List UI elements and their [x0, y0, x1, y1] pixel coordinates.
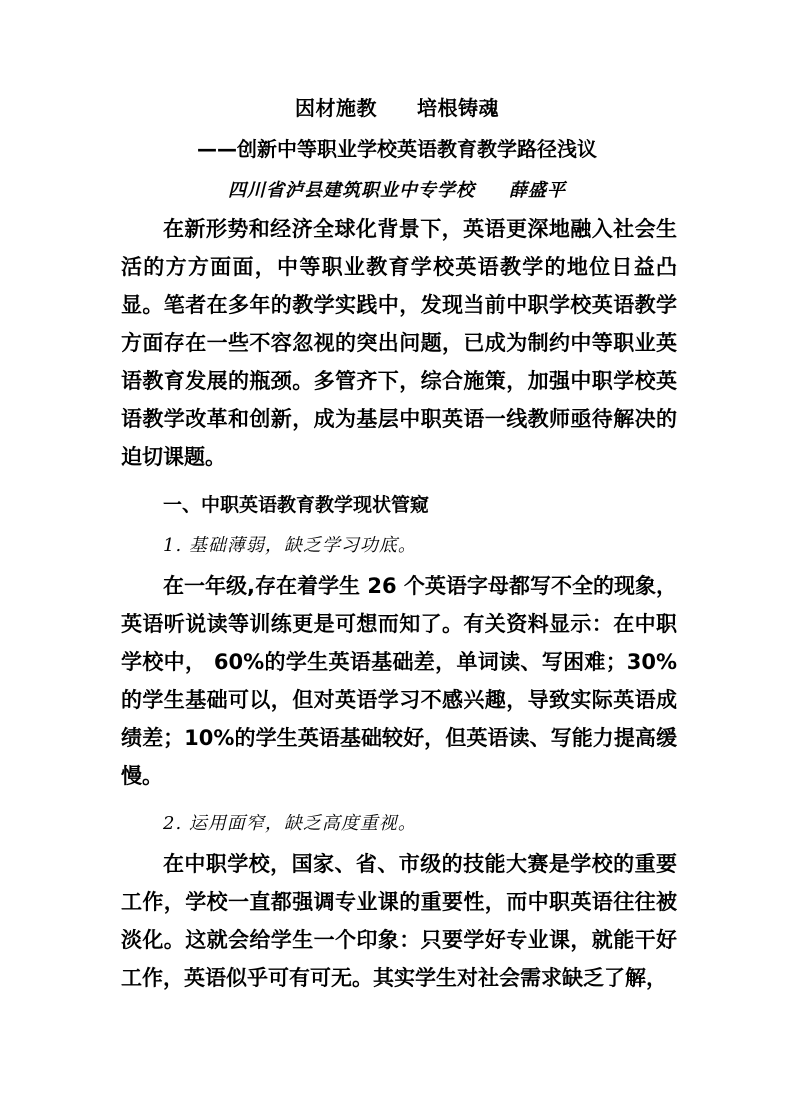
title-part-2: 培根铸魂 [417, 96, 499, 120]
paragraph-2: 在中职学校，国家、省、市级的技能大赛是学校的重要工作，学校一直都强调专业课的重要性，而中职英语往往被淡化。这就会给学生一个印象：只要学好专业课，就能干好工作，英语似乎可有可无。其实学生对社会需求缺乏了解， [121, 852, 677, 990]
subsection-1-heading: 1. 基础薄弱，缺乏学习功底。 [163, 535, 417, 556]
paragraph-2-block [121, 845, 677, 997]
subsection-2-heading: 2. 运用面窄，缺乏高度重视。 [163, 813, 417, 834]
intro-block [121, 210, 677, 476]
subsection-1-block [121, 527, 677, 565]
intro-paragraph: 在新形势和经济全球化背景下，英语更深地融入社会生活的方方面面，中等职业教育学校英语教学的地位日益凸显。笔者在多年的教学实践中，发现当前中职学校英语教学方面存在一些不容忽视的突出问题，已成为制约中等职业英语教育发展的瓶颈。多管齐下，综合施策，加强中职学校英语教学改革和创新，成为基层中职英语一线教师亟待解决的迫切课题。 [121, 217, 677, 469]
author-school: 四川省泸县建筑职业中专学校 [228, 180, 475, 201]
document-subtitle: ——创新中等职业学校英语教育教学路径浅议 [197, 137, 597, 161]
section-1-heading-block [121, 486, 677, 524]
author-line [0, 176, 794, 202]
section-1-heading: 一、中职英语教育教学现状管窥 [163, 494, 430, 516]
title-part-1: 因材施教 [295, 96, 377, 120]
subsection-2-block [121, 805, 677, 843]
author-name: 薛盛平 [509, 180, 566, 201]
paragraph-1: 在一年级,存在着学生 26 个英语字母都写不全的现象，英语听说读等训练更是可想而知了。有关资料显示：在中职学校中， 60%的学生英语基础差，单词读、写困难；30%的学生基础可以，但对英语学习不感兴趣，导致实际英语成绩差；10%的学生英语基础较好，但英语读、写能力提高缓慢。 [121, 574, 677, 788]
document-title [0, 92, 794, 121]
paragraph-1-block [121, 567, 677, 795]
